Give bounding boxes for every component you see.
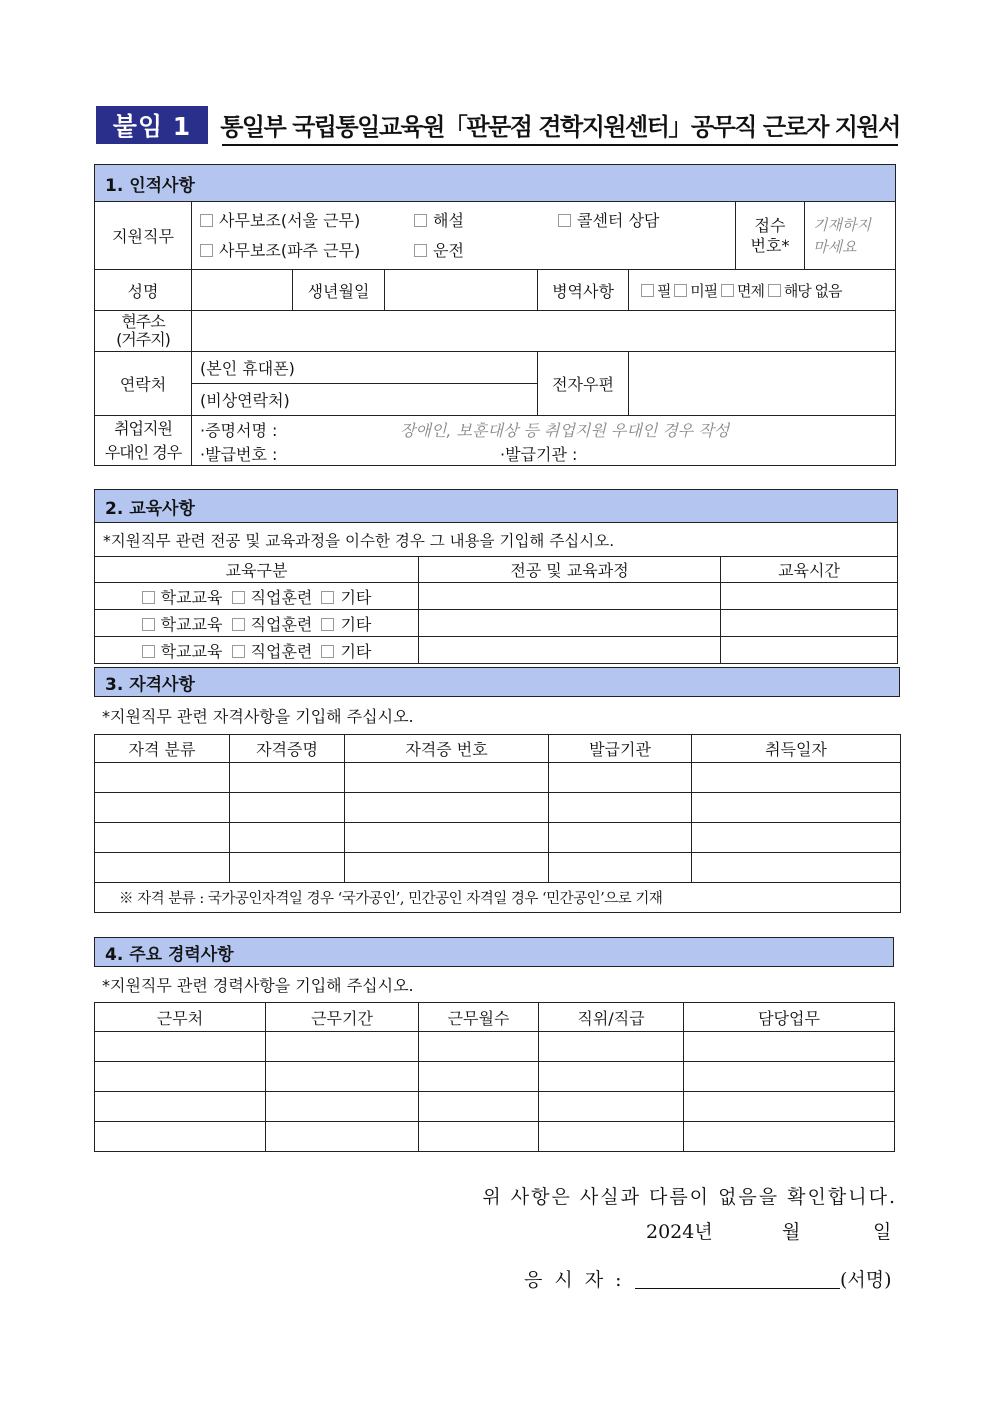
career-note: *지원직무 관련 경력사항을 기입해 주십시오. bbox=[102, 976, 414, 995]
column-header: 취득일자 bbox=[692, 735, 901, 763]
education-note: *지원직무 관련 전공 및 교육과정을 이수한 경우 그 내용을 기입해 주십시오. bbox=[95, 523, 898, 557]
job-option-guide[interactable]: 해설 bbox=[414, 208, 464, 231]
cert-type-field[interactable] bbox=[95, 823, 230, 853]
position-field[interactable] bbox=[539, 1032, 684, 1062]
checkbox-icon[interactable] bbox=[142, 618, 155, 631]
cert-number-field[interactable] bbox=[345, 793, 549, 823]
hours-field[interactable] bbox=[721, 610, 898, 637]
table-row bbox=[95, 1092, 895, 1122]
certificate-name-label: ·증명서명 : bbox=[200, 421, 278, 440]
cert-issuer-field[interactable] bbox=[549, 763, 692, 793]
cert-issuer-field[interactable] bbox=[549, 793, 692, 823]
table-row bbox=[95, 793, 901, 823]
contact-label: 연락처 bbox=[95, 352, 192, 416]
job-option-driving[interactable]: 운전 bbox=[414, 238, 464, 261]
job-label: 지원직무 bbox=[95, 202, 192, 270]
certification-table bbox=[94, 734, 901, 913]
priority-label: 취업지원 우대인 경우 bbox=[95, 416, 192, 466]
applicant-label: 응 시 자 : bbox=[524, 1269, 625, 1291]
career-table bbox=[94, 1002, 895, 1152]
cert-number-field[interactable] bbox=[345, 853, 549, 883]
checkbox-icon[interactable] bbox=[232, 645, 245, 658]
cert-number-field[interactable] bbox=[345, 823, 549, 853]
column-header: 담당업무 bbox=[684, 1003, 895, 1032]
course-field[interactable] bbox=[419, 583, 721, 610]
cert-issuer-field[interactable] bbox=[549, 853, 692, 883]
work-period-field[interactable] bbox=[266, 1092, 419, 1122]
hours-field[interactable] bbox=[721, 583, 898, 610]
cert-name-field[interactable] bbox=[230, 853, 345, 883]
cert-date-field[interactable] bbox=[692, 853, 901, 883]
receipt-number-note: 기재하지 마세요 bbox=[805, 202, 896, 270]
duties-field[interactable] bbox=[684, 1092, 895, 1122]
birthdate-label: 생년월일 bbox=[293, 270, 385, 311]
table-row bbox=[95, 637, 898, 664]
table-row bbox=[95, 1032, 895, 1062]
cert-date-field[interactable] bbox=[692, 793, 901, 823]
column-header: 교육시간 bbox=[721, 557, 898, 583]
duties-field[interactable] bbox=[684, 1122, 895, 1152]
column-header: 자격 분류 bbox=[95, 735, 230, 763]
checkbox-icon[interactable] bbox=[321, 618, 334, 631]
military-option-na[interactable]: 해당 없음 bbox=[768, 282, 842, 300]
work-period-field[interactable] bbox=[266, 1062, 419, 1092]
work-months-field[interactable] bbox=[419, 1092, 539, 1122]
checkbox-icon[interactable] bbox=[641, 284, 654, 297]
work-period-field[interactable] bbox=[266, 1032, 419, 1062]
work-period-field[interactable] bbox=[266, 1122, 419, 1152]
section-3-header: 3. 자격사항 bbox=[94, 667, 900, 697]
checkbox-icon[interactable] bbox=[142, 591, 155, 604]
cert-date-field[interactable] bbox=[692, 823, 901, 853]
priority-note: 장애인, 보훈대상 등 취업지원 우대인 경우 작성 bbox=[400, 421, 730, 440]
email-field[interactable] bbox=[629, 352, 896, 416]
job-options-cell bbox=[192, 202, 736, 270]
birthdate-field[interactable] bbox=[385, 270, 538, 311]
course-field[interactable] bbox=[419, 610, 721, 637]
address-field[interactable] bbox=[192, 311, 896, 352]
course-field[interactable] bbox=[419, 637, 721, 664]
checkbox-icon[interactable] bbox=[768, 284, 781, 297]
name-label: 성명 bbox=[95, 270, 192, 311]
signature-line[interactable] bbox=[635, 1288, 840, 1289]
column-header: 근무기간 bbox=[266, 1003, 419, 1032]
date-year[interactable]: 2024년 bbox=[646, 1221, 713, 1243]
signature-suffix: (서명) bbox=[840, 1269, 892, 1291]
column-header: 교육구분 bbox=[95, 557, 419, 583]
checkbox-icon[interactable] bbox=[674, 284, 687, 297]
date-month[interactable]: 월 bbox=[782, 1221, 801, 1243]
table-row bbox=[95, 853, 901, 883]
cert-number-field[interactable] bbox=[345, 763, 549, 793]
military-options bbox=[629, 270, 896, 311]
column-header: 근무처 bbox=[95, 1003, 266, 1032]
checkbox-icon[interactable] bbox=[200, 244, 213, 257]
duties-field[interactable] bbox=[684, 1032, 895, 1062]
table-row bbox=[95, 823, 901, 853]
job-option-paju[interactable]: 사무보조(파주 근무) bbox=[200, 238, 360, 261]
hours-field[interactable] bbox=[721, 637, 898, 664]
checkbox-icon[interactable] bbox=[232, 618, 245, 631]
cert-date-field[interactable] bbox=[692, 763, 901, 793]
workplace-field[interactable] bbox=[95, 1032, 266, 1062]
military-option-not-served[interactable]: 미필 bbox=[674, 282, 717, 300]
certification-note: *지원직무 관련 자격사항을 기입해 주십시오. bbox=[102, 707, 414, 726]
name-field[interactable] bbox=[192, 270, 293, 311]
date-day[interactable]: 일 bbox=[873, 1221, 892, 1243]
column-header: 발급기관 bbox=[549, 735, 692, 763]
checkbox-icon[interactable] bbox=[232, 591, 245, 604]
priority-info-cell bbox=[192, 416, 896, 466]
column-header: 자격증명 bbox=[230, 735, 345, 763]
column-header: 직위/직급 bbox=[539, 1003, 684, 1032]
checkbox-icon[interactable] bbox=[414, 214, 427, 227]
workplace-field[interactable] bbox=[95, 1122, 266, 1152]
education-type-options: 학교교육 직업훈련 기타 bbox=[95, 583, 419, 610]
personal-info-table bbox=[94, 164, 896, 466]
certification-footnote: ※ 자격 분류 : 국가공인자격일 경우 ‘국가공인’, 민간공인 자격일 경우 ‘민간공인’으로 기재 bbox=[95, 883, 901, 913]
table-row bbox=[95, 1062, 895, 1092]
checkbox-icon[interactable] bbox=[558, 214, 571, 227]
position-field[interactable] bbox=[539, 1092, 684, 1122]
checkbox-icon[interactable] bbox=[321, 591, 334, 604]
checkbox-icon[interactable] bbox=[142, 645, 155, 658]
position-field[interactable] bbox=[539, 1122, 684, 1152]
job-option-callcenter[interactable]: 콜센터 상담 bbox=[558, 208, 659, 231]
section-1-header: 1. 인적사항 bbox=[95, 165, 896, 202]
education-table bbox=[94, 489, 898, 664]
job-option-seoul[interactable]: 사무보조(서울 근무) bbox=[200, 208, 360, 231]
document-title: 통일부 국립통일교육원「판문점 견학지원센터」공무직 근로자 지원서 bbox=[222, 104, 898, 146]
column-header: 자격증 번호 bbox=[345, 735, 549, 763]
receipt-number-label: 접수 번호* bbox=[736, 202, 805, 270]
workplace-field[interactable] bbox=[95, 1062, 266, 1092]
address-label: 현주소 (거주지) bbox=[95, 311, 192, 352]
emergency-contact-field[interactable]: (비상연락처) bbox=[192, 384, 538, 416]
issuer-label: ·발급기관 : bbox=[500, 445, 578, 464]
table-row bbox=[95, 1122, 895, 1152]
work-months-field[interactable] bbox=[419, 1122, 539, 1152]
cert-name-field[interactable] bbox=[230, 793, 345, 823]
military-label: 병역사항 bbox=[538, 270, 629, 311]
table-row bbox=[95, 583, 898, 610]
work-months-field[interactable] bbox=[419, 1032, 539, 1062]
column-header: 근무월수 bbox=[419, 1003, 539, 1032]
duties-field[interactable] bbox=[684, 1062, 895, 1092]
section-2-header: 2. 교육사항 bbox=[95, 490, 898, 523]
confirmation-statement: 위 사항은 사실과 다름이 없음을 확인합니다. bbox=[482, 1186, 897, 1208]
work-months-field[interactable] bbox=[419, 1062, 539, 1092]
issue-number-label: ·발급번호 : bbox=[200, 445, 278, 464]
checkbox-icon[interactable] bbox=[721, 284, 734, 297]
cert-type-field[interactable] bbox=[95, 763, 230, 793]
cert-issuer-field[interactable] bbox=[549, 823, 692, 853]
position-field[interactable] bbox=[539, 1062, 684, 1092]
cert-name-field[interactable] bbox=[230, 823, 345, 853]
military-option-exempt[interactable]: 면제 bbox=[721, 282, 764, 300]
checkbox-icon[interactable] bbox=[414, 244, 427, 257]
cert-name-field[interactable] bbox=[230, 763, 345, 793]
mobile-field[interactable]: (본인 휴대폰) bbox=[192, 352, 538, 384]
email-label: 전자우편 bbox=[538, 352, 629, 416]
checkbox-icon[interactable] bbox=[200, 214, 213, 227]
military-option-served[interactable]: 필 bbox=[641, 282, 671, 300]
section-4-header: 4. 주요 경력사항 bbox=[94, 937, 894, 967]
attachment-badge: 붙임 1 bbox=[96, 106, 208, 144]
cert-type-field[interactable] bbox=[95, 793, 230, 823]
education-type-options: 학교교육 직업훈련 기타 bbox=[95, 610, 419, 637]
cert-type-field[interactable] bbox=[95, 853, 230, 883]
workplace-field[interactable] bbox=[95, 1092, 266, 1122]
table-row bbox=[95, 763, 901, 793]
checkbox-icon[interactable] bbox=[321, 645, 334, 658]
education-type-options: 학교교육 직업훈련 기타 bbox=[95, 637, 419, 664]
column-header: 전공 및 교육과정 bbox=[419, 557, 721, 583]
table-row bbox=[95, 610, 898, 637]
